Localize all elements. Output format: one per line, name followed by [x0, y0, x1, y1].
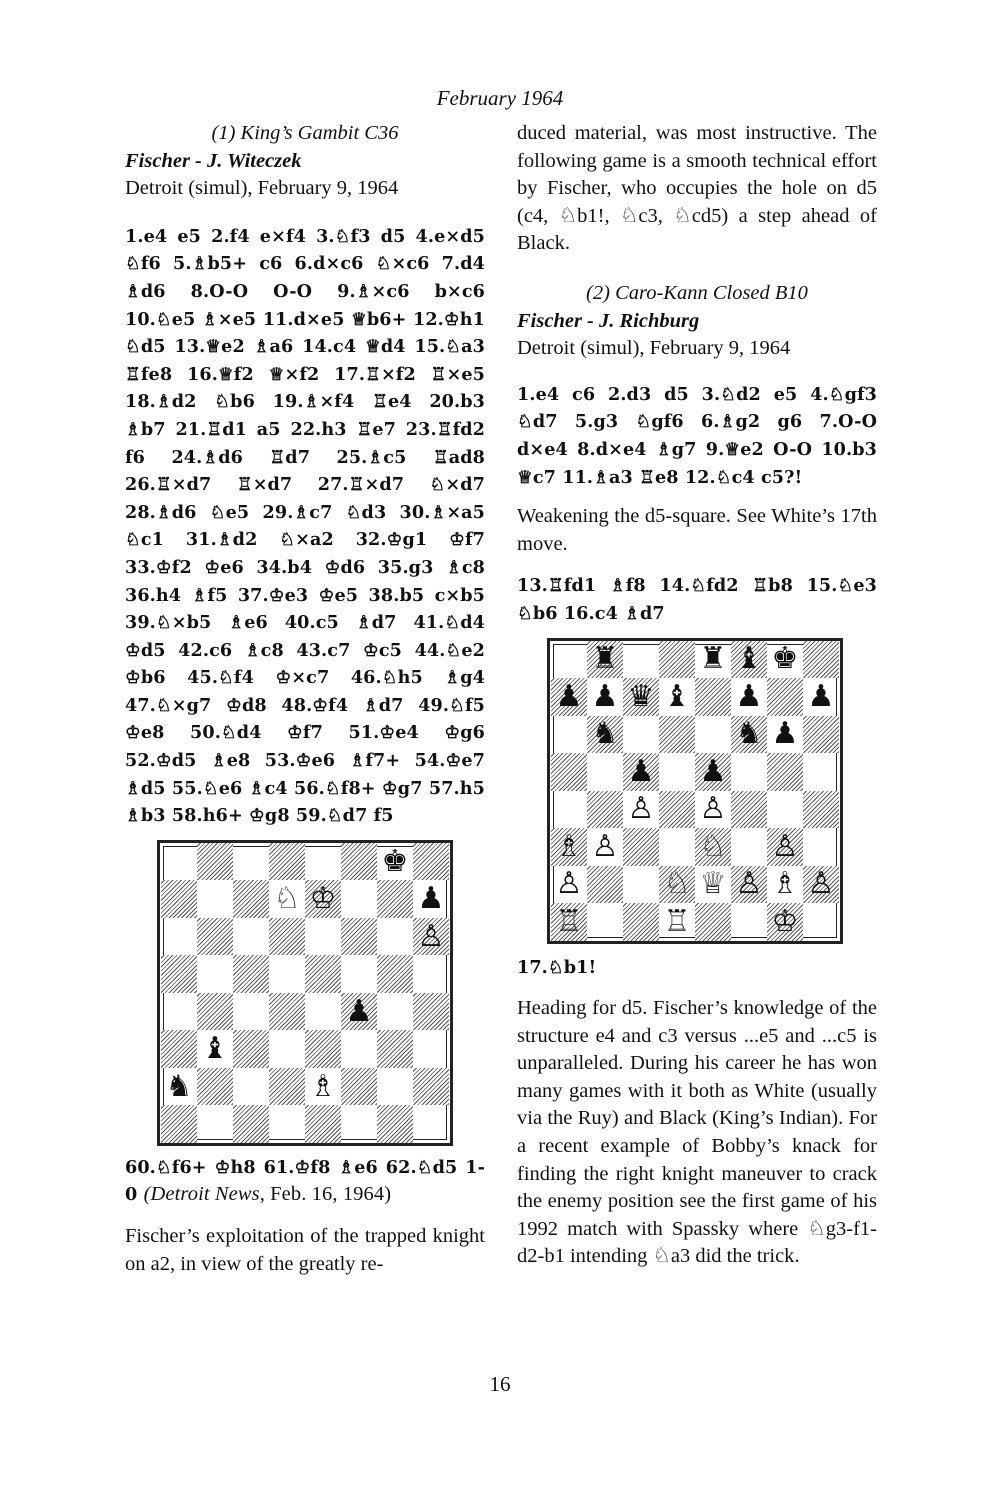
- square-a3: [161, 1030, 197, 1068]
- chess-piece: ♚: [381, 843, 409, 879]
- square-b7: [197, 880, 233, 918]
- square-a3: [551, 828, 587, 866]
- chess-piece: ♝: [735, 641, 763, 677]
- square-g1: [377, 1105, 413, 1143]
- chess-piece: ♙: [591, 828, 619, 864]
- square-f8: [341, 843, 377, 881]
- square-g7: [767, 678, 803, 716]
- square-f3: [731, 828, 767, 866]
- chess-piece: ♜: [591, 641, 619, 677]
- square-h2: [803, 866, 839, 904]
- square-h5: [413, 955, 449, 993]
- square-h1: [803, 903, 839, 941]
- square-e8: [305, 843, 341, 881]
- chess-piece: ♗: [555, 828, 583, 864]
- game1-moves: 1.e4 e5 2.f4 e×f4 3.♘f3 d5 4.e×d5 ♘f6 5.♗b5+ c6 6.d×c6 ♘×c6 7.d4 ♗d6 8.O-O O-O 9.♗×c6 b×c6 10.♘e5 ♗×e5 11.d×e5 ♕b6+ 12.♔h1 ♘d5 13.♕e2 ♗a6 14.c4 ♕d4 15.♘a3 ♖fe8 16.♕f2 ♕×f2 17.♖×f2 ♖×e5 18.♗d2 ♘b6 19.♗×f4 ♖e4 20.b3 ♗b7 21.♖d1 a5 22.h3 ♖e7 23.♖fd2 f6 24.♗d6 ♖d7 25.♗c5 ♖ad8 26.♖×d7 ♖×d7 27.♖×d7 ♘×d7 28.♗d6 ♘e5 29.♗c7 ♘d3 30.♗×a5 ♘c1 31.♗d2 ♘×a2 32.♔g1 ♔f7 33.♔f2 ♔e6 34.b4 ♔d6 35.g3 ♗c8 36.h4 ♗f5 37.♔e3 ♔e5 38.b5 c×b5 39.♘×b5 ♗e6 40.c5 ♗d7 41.♘d4 ♔d5 42.c6 ♗c8 43.c7 ♔c5 44.♘e2 ♔b6 45.♘f4 ♔×c7 46.♘h5 ♗g4 47.♘×g7 ♔d8 48.♔f4 ♗d7 49.♘f5 ♔e8 50.♘d4 ♔f7 51.♔e4 ♔g6 52.♔d5 ♗e8 53.♔e6 ♗f7+ 54.♔e7 ♗d5 55.♘e6 ♗c4 56.♘f8+ ♔g7 57.h5 ♗b3 58.h6+ ♔g8 59.♘d7 f5: [125, 225, 485, 827]
- square-h8: [413, 843, 449, 881]
- square-g6: [377, 918, 413, 956]
- square-a2: [161, 1068, 197, 1106]
- square-a4: [551, 791, 587, 829]
- square-e6: [305, 918, 341, 956]
- square-e1: [305, 1105, 341, 1143]
- chess-piece: ♙: [807, 866, 835, 902]
- square-b7: [587, 678, 623, 716]
- chess-piece: ♚: [771, 641, 799, 677]
- square-d7: [269, 880, 305, 918]
- square-f4: [731, 791, 767, 829]
- chess-piece: ♞: [591, 716, 619, 752]
- chess-piece: ♔: [309, 881, 337, 917]
- chess-piece: ♙: [417, 918, 445, 954]
- chess-piece: ♟: [417, 881, 445, 917]
- chess-piece: ♙: [771, 828, 799, 864]
- square-f2: [341, 1068, 377, 1106]
- square-g5: [377, 955, 413, 993]
- game1-moves-after: 60.♘f6+ ♔h8 61.♔f8 ♗e6 62.♘d5 1-0: [125, 1156, 485, 1206]
- game2-moves: 1.e4 c6 2.d3 d5 3.♘d2 e5 4.♘gf3 ♘d7 5.g3 ♘gf6 6.♗g2 g6 7.O-O d×e4 8.d×e4 ♗g7 9.♕e2 O-O 10.b3 ♕c7 11.♗a3 ♖e8 12.♘c4 c5?!: [517, 383, 877, 488]
- chess-piece: ♝: [201, 1031, 229, 1067]
- square-c8: [233, 843, 269, 881]
- page-number: 16: [489, 1372, 511, 1396]
- game2-comment1: Weakening the d5-square. See White’s 17th move.: [517, 505, 877, 555]
- chess-piece: ♙: [699, 791, 727, 827]
- square-a6: [551, 716, 587, 754]
- chess-piece: ♔: [771, 903, 799, 939]
- square-f5: [731, 753, 767, 791]
- square-c3: [233, 1030, 269, 1068]
- game1-event: Detroit (simul), February 9, 1964: [125, 177, 399, 200]
- game1-comment-continued: duced material, was most instructive. The following game is a smooth technical effort by Fischer, who occupies the hole on d5 (c4, ♘b1!, ♘c3, ♘cd5) a step ahead of Black.: [517, 122, 877, 255]
- chess-piece: ♗: [309, 1068, 337, 1104]
- square-g2: [767, 866, 803, 904]
- square-d8: [269, 843, 305, 881]
- square-a6: [161, 918, 197, 956]
- square-e3: [695, 828, 731, 866]
- square-a5: [551, 753, 587, 791]
- square-f7: [731, 678, 767, 716]
- square-d5: [269, 955, 305, 993]
- square-h7: [803, 678, 839, 716]
- square-f1: [341, 1105, 377, 1143]
- square-g4: [377, 993, 413, 1031]
- square-b3: [587, 828, 623, 866]
- square-g8: [377, 843, 413, 881]
- square-h4: [803, 791, 839, 829]
- square-e2: [305, 1068, 341, 1106]
- right-column: [517, 120, 877, 1271]
- square-e8: [695, 641, 731, 679]
- square-d1: [659, 903, 695, 941]
- square-h8: [803, 641, 839, 679]
- square-e5: [305, 955, 341, 993]
- chess-piece: ♟: [627, 753, 655, 789]
- square-b8: [197, 843, 233, 881]
- game1-title: (1) King’s Gambit C36: [211, 122, 399, 144]
- square-e2: [695, 866, 731, 904]
- game2-players: Fischer - J. Richburg: [517, 309, 700, 332]
- square-d3: [659, 828, 695, 866]
- square-b1: [587, 903, 623, 941]
- square-g8: [767, 641, 803, 679]
- square-d6: [659, 716, 695, 754]
- square-c4: [233, 993, 269, 1031]
- square-g6: [767, 716, 803, 754]
- chess-piece: ♗: [771, 866, 799, 902]
- square-f5: [341, 955, 377, 993]
- square-a1: [551, 903, 587, 941]
- square-e3: [305, 1030, 341, 1068]
- chess-piece: ♟: [555, 678, 583, 714]
- square-d4: [659, 791, 695, 829]
- square-a1: [161, 1105, 197, 1143]
- game1-players: Fischer - J. Witeczek: [125, 149, 302, 172]
- square-f2: [731, 866, 767, 904]
- square-c2: [623, 866, 659, 904]
- square-h2: [413, 1068, 449, 1106]
- square-g3: [377, 1030, 413, 1068]
- square-b8: [587, 641, 623, 679]
- square-c1: [623, 903, 659, 941]
- square-f8: [731, 641, 767, 679]
- square-e7: [695, 678, 731, 716]
- square-c8: [623, 641, 659, 679]
- square-e4: [305, 993, 341, 1031]
- chess-piece: ♝: [663, 678, 691, 714]
- square-d7: [659, 678, 695, 716]
- square-g5: [767, 753, 803, 791]
- square-c5: [233, 955, 269, 993]
- square-d1: [269, 1105, 305, 1143]
- chess-piece: ♘: [699, 828, 727, 864]
- square-b6: [587, 716, 623, 754]
- chess-piece: ♘: [273, 881, 301, 917]
- running-head: February 1964: [436, 86, 564, 110]
- square-e1: [695, 903, 731, 941]
- square-h1: [413, 1105, 449, 1143]
- square-c7: [623, 678, 659, 716]
- game2-comment2: Heading for d5. Fischer’s knowledge of the structure e4 and c3 versus ...e5 and ...c5 is unparalleled. During his career he has won many games with it both as White (usually via the Ruy) and Black (King’s Indian). For a recent example of Bobby’s knack for finding the right knight maneuver to crack the enemy position see the first game of his 1992 match with Spassky where ♘g3-f1-d2-b1 intending ♘a3 did the trick.: [517, 997, 877, 1268]
- chess-piece: ♟: [771, 716, 799, 752]
- square-c3: [623, 828, 659, 866]
- chess-piece: ♞: [735, 716, 763, 752]
- chess-piece: ♟: [807, 678, 835, 714]
- square-d4: [269, 993, 305, 1031]
- square-g2: [377, 1068, 413, 1106]
- square-h4: [413, 993, 449, 1031]
- chess-piece: ♕: [699, 866, 727, 902]
- square-f4: [341, 993, 377, 1031]
- square-d5: [659, 753, 695, 791]
- square-f6: [341, 918, 377, 956]
- game2-moves2: 13.♖fd1 ♗f8 14.♘fd2 ♖b8 15.♘e3 ♘b6 16.c4 ♗d7: [517, 575, 877, 624]
- square-h6: [803, 716, 839, 754]
- square-b4: [197, 993, 233, 1031]
- square-g3: [767, 828, 803, 866]
- chess-piece: ♙: [555, 866, 583, 902]
- chess-piece: ♞: [165, 1068, 193, 1104]
- square-b6: [197, 918, 233, 956]
- square-a7: [551, 678, 587, 716]
- source-open: (: [143, 1183, 151, 1206]
- chess-piece: ♟: [735, 678, 763, 714]
- game1-diagram: [157, 840, 453, 1146]
- square-a8: [551, 641, 587, 679]
- square-d2: [659, 866, 695, 904]
- chess-piece: ♟: [591, 678, 619, 714]
- chess-piece: ♟: [345, 993, 373, 1029]
- square-f6: [731, 716, 767, 754]
- square-a5: [161, 955, 197, 993]
- square-f7: [341, 880, 377, 918]
- chess-piece: ♟: [699, 753, 727, 789]
- square-h5: [803, 753, 839, 791]
- square-a4: [161, 993, 197, 1031]
- square-b3: [197, 1030, 233, 1068]
- square-b5: [197, 955, 233, 993]
- square-a2: [551, 866, 587, 904]
- square-g4: [767, 791, 803, 829]
- square-b5: [587, 753, 623, 791]
- game2-title: (2) Caro-Kann Closed B10: [586, 281, 808, 304]
- square-c4: [623, 791, 659, 829]
- square-b2: [197, 1068, 233, 1106]
- square-h6: [413, 918, 449, 956]
- square-e7: [305, 880, 341, 918]
- chess-piece: ♜: [699, 641, 727, 677]
- square-c7: [233, 880, 269, 918]
- square-f1: [731, 903, 767, 941]
- square-c6: [623, 716, 659, 754]
- square-d6: [269, 918, 305, 956]
- source-rest: , Feb. 16, 1964): [259, 1183, 392, 1206]
- chess-piece: ♙: [627, 791, 655, 827]
- square-d8: [659, 641, 695, 679]
- game2-move17: 17.♘b1!: [517, 956, 597, 978]
- square-d2: [269, 1068, 305, 1106]
- game1-comment: Fischer’s exploitation of the trapped knight on a2, in view of the greatly re-: [125, 1225, 485, 1275]
- chess-piece: ♛: [627, 678, 655, 714]
- square-e5: [695, 753, 731, 791]
- source-italic: Detroit News: [150, 1183, 260, 1206]
- square-b2: [587, 866, 623, 904]
- square-a8: [161, 843, 197, 881]
- game1-final-moves: [125, 1154, 485, 1209]
- square-b4: [587, 791, 623, 829]
- square-f3: [341, 1030, 377, 1068]
- game2-event: Detroit (simul), February 9, 1964: [517, 337, 791, 360]
- chess-piece: ♖: [555, 903, 583, 939]
- square-c5: [623, 753, 659, 791]
- square-h3: [413, 1030, 449, 1068]
- square-b1: [197, 1105, 233, 1143]
- game2-diagram: [547, 638, 843, 944]
- chess-piece: ♙: [735, 866, 763, 902]
- square-e6: [695, 716, 731, 754]
- square-h7: [413, 880, 449, 918]
- left-column: [125, 120, 485, 1278]
- square-a7: [161, 880, 197, 918]
- square-g1: [767, 903, 803, 941]
- square-h3: [803, 828, 839, 866]
- square-c2: [233, 1068, 269, 1106]
- square-c1: [233, 1105, 269, 1143]
- square-e4: [695, 791, 731, 829]
- square-d3: [269, 1030, 305, 1068]
- square-c6: [233, 918, 269, 956]
- chess-piece: ♖: [663, 903, 691, 939]
- square-g7: [377, 880, 413, 918]
- chess-piece: ♘: [663, 866, 691, 902]
